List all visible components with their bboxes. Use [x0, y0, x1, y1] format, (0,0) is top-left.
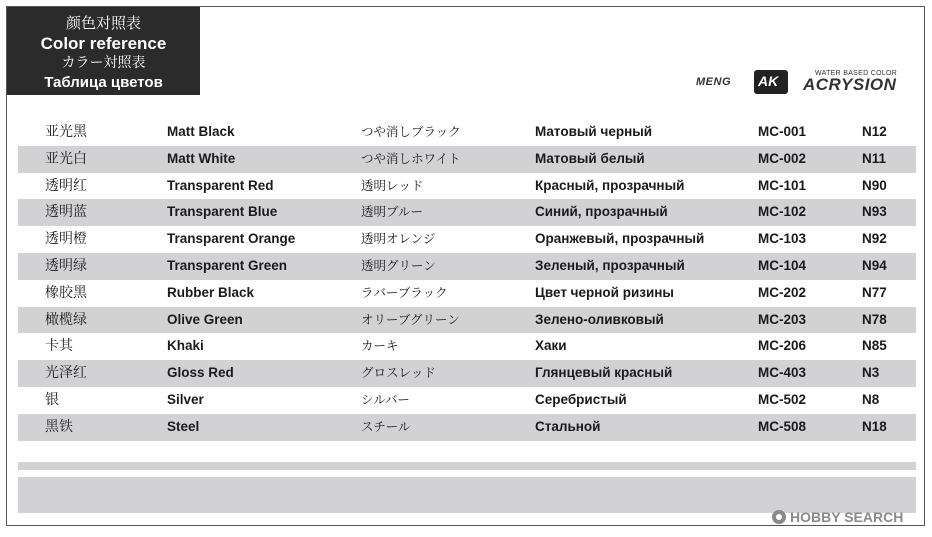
mc-code: MC-508 [758, 418, 807, 434]
table-row [18, 173, 916, 200]
name-english: Khaki [167, 338, 204, 354]
n-code: N90 [862, 177, 887, 193]
mc-code: MC-203 [758, 311, 807, 327]
name-chinese: 透明蓝 [45, 204, 87, 221]
name-chinese: 银 [45, 391, 59, 408]
name-chinese: 透明橙 [45, 231, 87, 248]
name-english: Transparent Orange [167, 231, 296, 247]
name-chinese: 黑铁 [45, 418, 73, 435]
brand-logos [696, 70, 901, 96]
name-japanese: 透明オレンジ [361, 231, 436, 247]
table-row [18, 307, 916, 334]
mc-code: MC-002 [758, 150, 807, 166]
n-code: N77 [862, 284, 887, 300]
name-russian: Стальной [535, 418, 601, 434]
title-english: Color reference [40, 34, 167, 53]
n-code: N92 [862, 231, 887, 247]
name-japanese: グロスレッド [361, 365, 436, 381]
name-chinese: 透明红 [45, 177, 87, 194]
name-chinese: 亚光白 [45, 150, 87, 167]
name-russian: Матовый белый [535, 150, 645, 166]
name-russian: Цвет черной ризины [535, 284, 674, 300]
n-code: N94 [862, 257, 887, 273]
title-russian: Таблица цветов [44, 74, 163, 91]
name-japanese: カーキ [361, 338, 399, 354]
n-code: N3 [862, 365, 880, 381]
acrysion-wordmark: ACRYSION [803, 75, 897, 94]
name-russian: Матовый черный [535, 124, 653, 139]
name-japanese: つや消しブラック [361, 124, 461, 139]
table-row [18, 280, 916, 307]
header-title-block [7, 7, 200, 95]
name-english: Olive Green [167, 311, 243, 327]
name-japanese: 透明グリーン [361, 257, 436, 273]
name-english: Rubber Black [167, 284, 255, 300]
empty-row-stripe [18, 462, 916, 470]
meng-logo: MENG [696, 76, 731, 88]
name-russian: Серебристый [535, 391, 627, 407]
mc-code: MC-102 [758, 204, 807, 220]
acrysion-subtitle: WATER BASED COLOR [815, 70, 898, 77]
name-chinese: 透明绿 [45, 257, 87, 274]
table-row [18, 414, 916, 441]
name-english: Silver [167, 391, 204, 407]
name-russian: Красный, прозрачный [535, 177, 685, 193]
table-row [18, 119, 916, 146]
name-japanese: つや消しホワイト [361, 150, 461, 166]
name-english: Steel [167, 418, 200, 434]
name-english: Transparent Blue [167, 204, 278, 220]
name-russian: Зеленый, прозрачный [535, 257, 685, 273]
name-russian: Оранжевый, прозрачный [535, 231, 705, 247]
n-code: N78 [862, 311, 887, 327]
name-japanese: スチール [361, 418, 411, 434]
name-chinese: 亚光黑 [45, 124, 87, 140]
name-japanese: 透明レッド [361, 177, 424, 193]
name-japanese: 透明ブルー [361, 204, 424, 220]
table-row [18, 146, 916, 173]
name-russian: Хаки [535, 338, 567, 354]
table-row [18, 333, 916, 360]
table-row [18, 199, 916, 226]
mc-code: MC-502 [758, 391, 807, 407]
mc-code: MC-206 [758, 338, 807, 354]
ak-logo-text: AK [758, 73, 779, 89]
mc-code: MC-103 [758, 231, 807, 247]
color-table [18, 119, 916, 441]
watermark-text: HOBBY SEARCH [790, 509, 904, 525]
n-code: N11 [862, 150, 887, 166]
name-russian: Зелено-оливковый [535, 311, 664, 327]
mc-code: MC-101 [758, 177, 807, 193]
n-code: N93 [862, 204, 887, 220]
name-russian: Глянцевый красный [535, 365, 673, 381]
n-code: N18 [862, 418, 887, 434]
name-english: Gloss Red [167, 365, 234, 381]
name-english: Transparent Green [167, 257, 288, 273]
title-japanese: カラー対照表 [61, 55, 146, 71]
name-russian: Синий, прозрачный [535, 204, 668, 220]
hobby-search-icon [772, 510, 786, 524]
name-chinese: 光泽红 [45, 365, 87, 382]
mc-code: MC-202 [758, 284, 807, 300]
mc-code: MC-403 [758, 365, 807, 381]
n-code: N85 [862, 338, 887, 354]
empty-row-block [18, 477, 916, 513]
name-chinese: 卡其 [45, 338, 73, 355]
table-row [18, 387, 916, 414]
mc-code: MC-001 [758, 124, 807, 139]
name-english: Transparent Red [167, 177, 274, 193]
acrysion-logo [803, 70, 897, 93]
ak-logo [754, 70, 788, 94]
name-japanese: シルバー [361, 391, 410, 407]
table-row [18, 226, 916, 253]
table-row [18, 253, 916, 280]
name-chinese: 橡胶黑 [45, 284, 87, 301]
name-english: Matt White [167, 150, 236, 166]
n-code: N12 [862, 124, 887, 139]
title-chinese: 颜色对照表 [65, 14, 141, 32]
n-code: N8 [862, 391, 880, 407]
name-japanese: ラバーブラック [361, 284, 448, 300]
mc-code: MC-104 [758, 257, 807, 273]
name-japanese: オリーブグリーン [361, 311, 460, 327]
table-row [18, 360, 916, 387]
name-english: Matt Black [167, 124, 235, 139]
name-chinese: 橄榄绿 [45, 311, 87, 328]
